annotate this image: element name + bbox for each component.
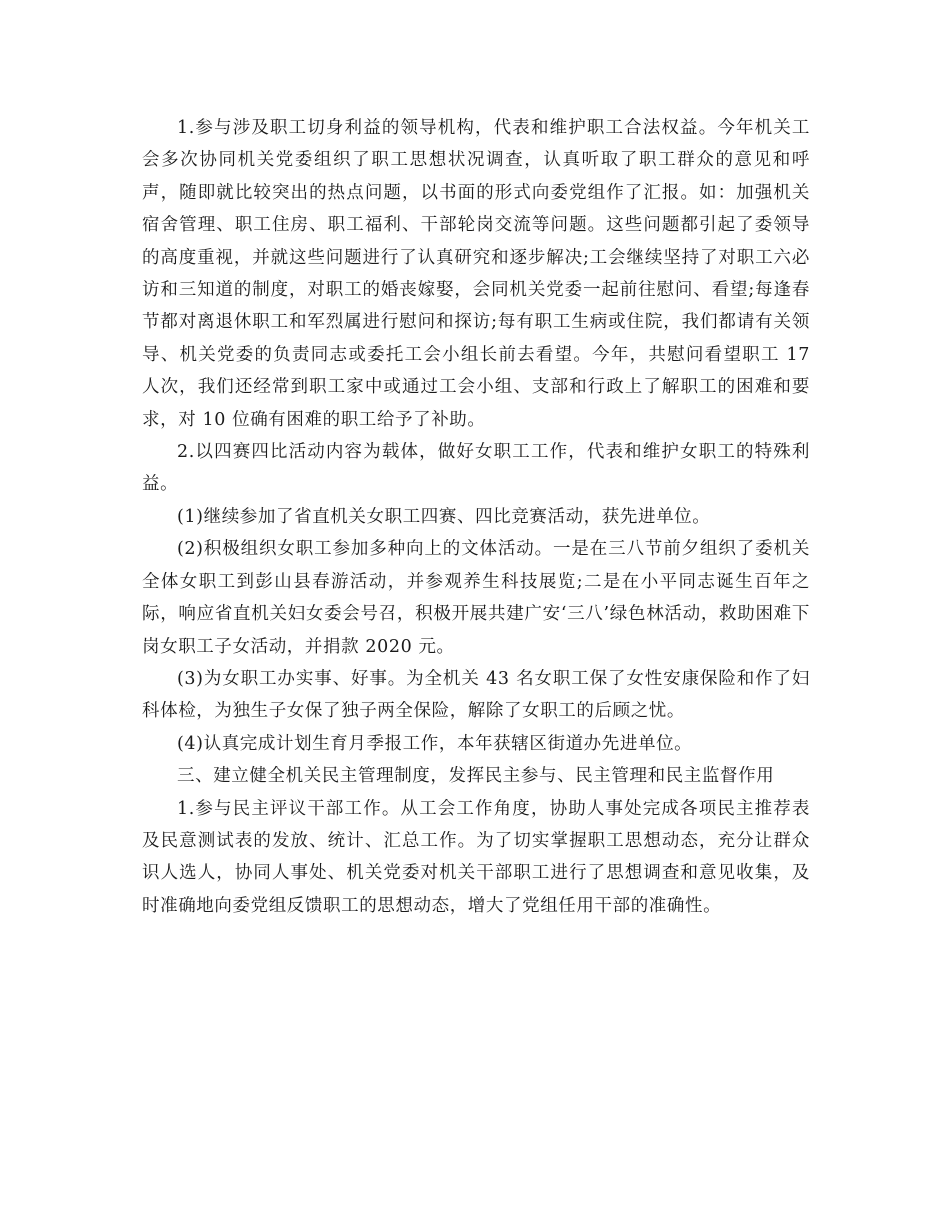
paragraph-female-workers-intro: 2.以四赛四比活动内容为载体，做好女职工工作，代表和维护女职工的特殊利益。 xyxy=(142,442,810,495)
paragraph-item-4-family-planning: (4)认真完成计划生育月季报工作，本年获辖区街道办先进单位。 xyxy=(177,733,693,754)
paragraph-item-1-competition: (1)继续参加了省直机关女职工四赛、四比竞赛活动，获先进单位。 xyxy=(177,506,711,527)
document-body xyxy=(142,112,810,922)
paragraph-item-3-insurance: (3)为女职工办实事、好事。为全机关 43 名女职工保了女性安康保险和作了妇科体检，为独生子女保了独子两全保险，解除了女职工的后顾之忧。 xyxy=(142,668,810,722)
paragraph-item-2-activities: (2)积极组织女职工参加多种向上的文体活动。一是在三八节前夕组织了委机关全体女职工到彭山县春游活动，并参观养生科技展览;二是在小平同志诞生百年之际，响应省直机关妇女委会号召，积极开展共建广安‘三八’绿色林活动，救助困难下岗女职工子女活动，并捐款 2020 元。 xyxy=(142,539,810,657)
paragraph-democratic-appraisal: 1.参与民主评议干部工作。从工会工作角度，协助人事处完成各项民主推荐表及民意测试表的发放、统计、汇总工作。为了切实掌握职工思想动态，充分让群众识人选人，协同人事处、机关党委对机关干部职工进行了思想调查和意见收集，及时准确地向委党组反馈职工的思想动态，增大了党组任用干部的准确性。 xyxy=(142,798,810,916)
section-heading-democratic-management: 三、建立健全机关民主管理制度，发挥民主参与、民主管理和民主监督作用 xyxy=(177,766,775,787)
paragraph-union-rights: 1.参与涉及职工切身利益的领导机构，代表和维护职工合法权益。今年机关工会多次协同机关党委组织了职工思想状况调查，认真听取了职工群众的意见和呼声，随即就比较突出的热点问题，以书面的形式向委党组作了汇报。如：加强机关宿舍管理、职工住房、职工福利、干部轮岗交流等问题。这些问题都引起了委领导的高度重视，并就这些问题进行了认真研究和逐步解决;工会继续坚持了对职工六必访和三知道的制度，对职工的婚丧嫁娶，会同机关党委一起前往慰问、看望;每逢春节都对离退休职工和军烈属进行慰问和探访;每有职工生病或住院，我们都请有关领导、机关党委的负责同志或委托工会小组长前去看望。今年，共慰问看望职工 17 人次，我们还经常到职工家中或通过工会小组、支部和行政上了解职工的困难和要求，对 10 位确有困难的职工给予了补助。 xyxy=(142,118,810,430)
